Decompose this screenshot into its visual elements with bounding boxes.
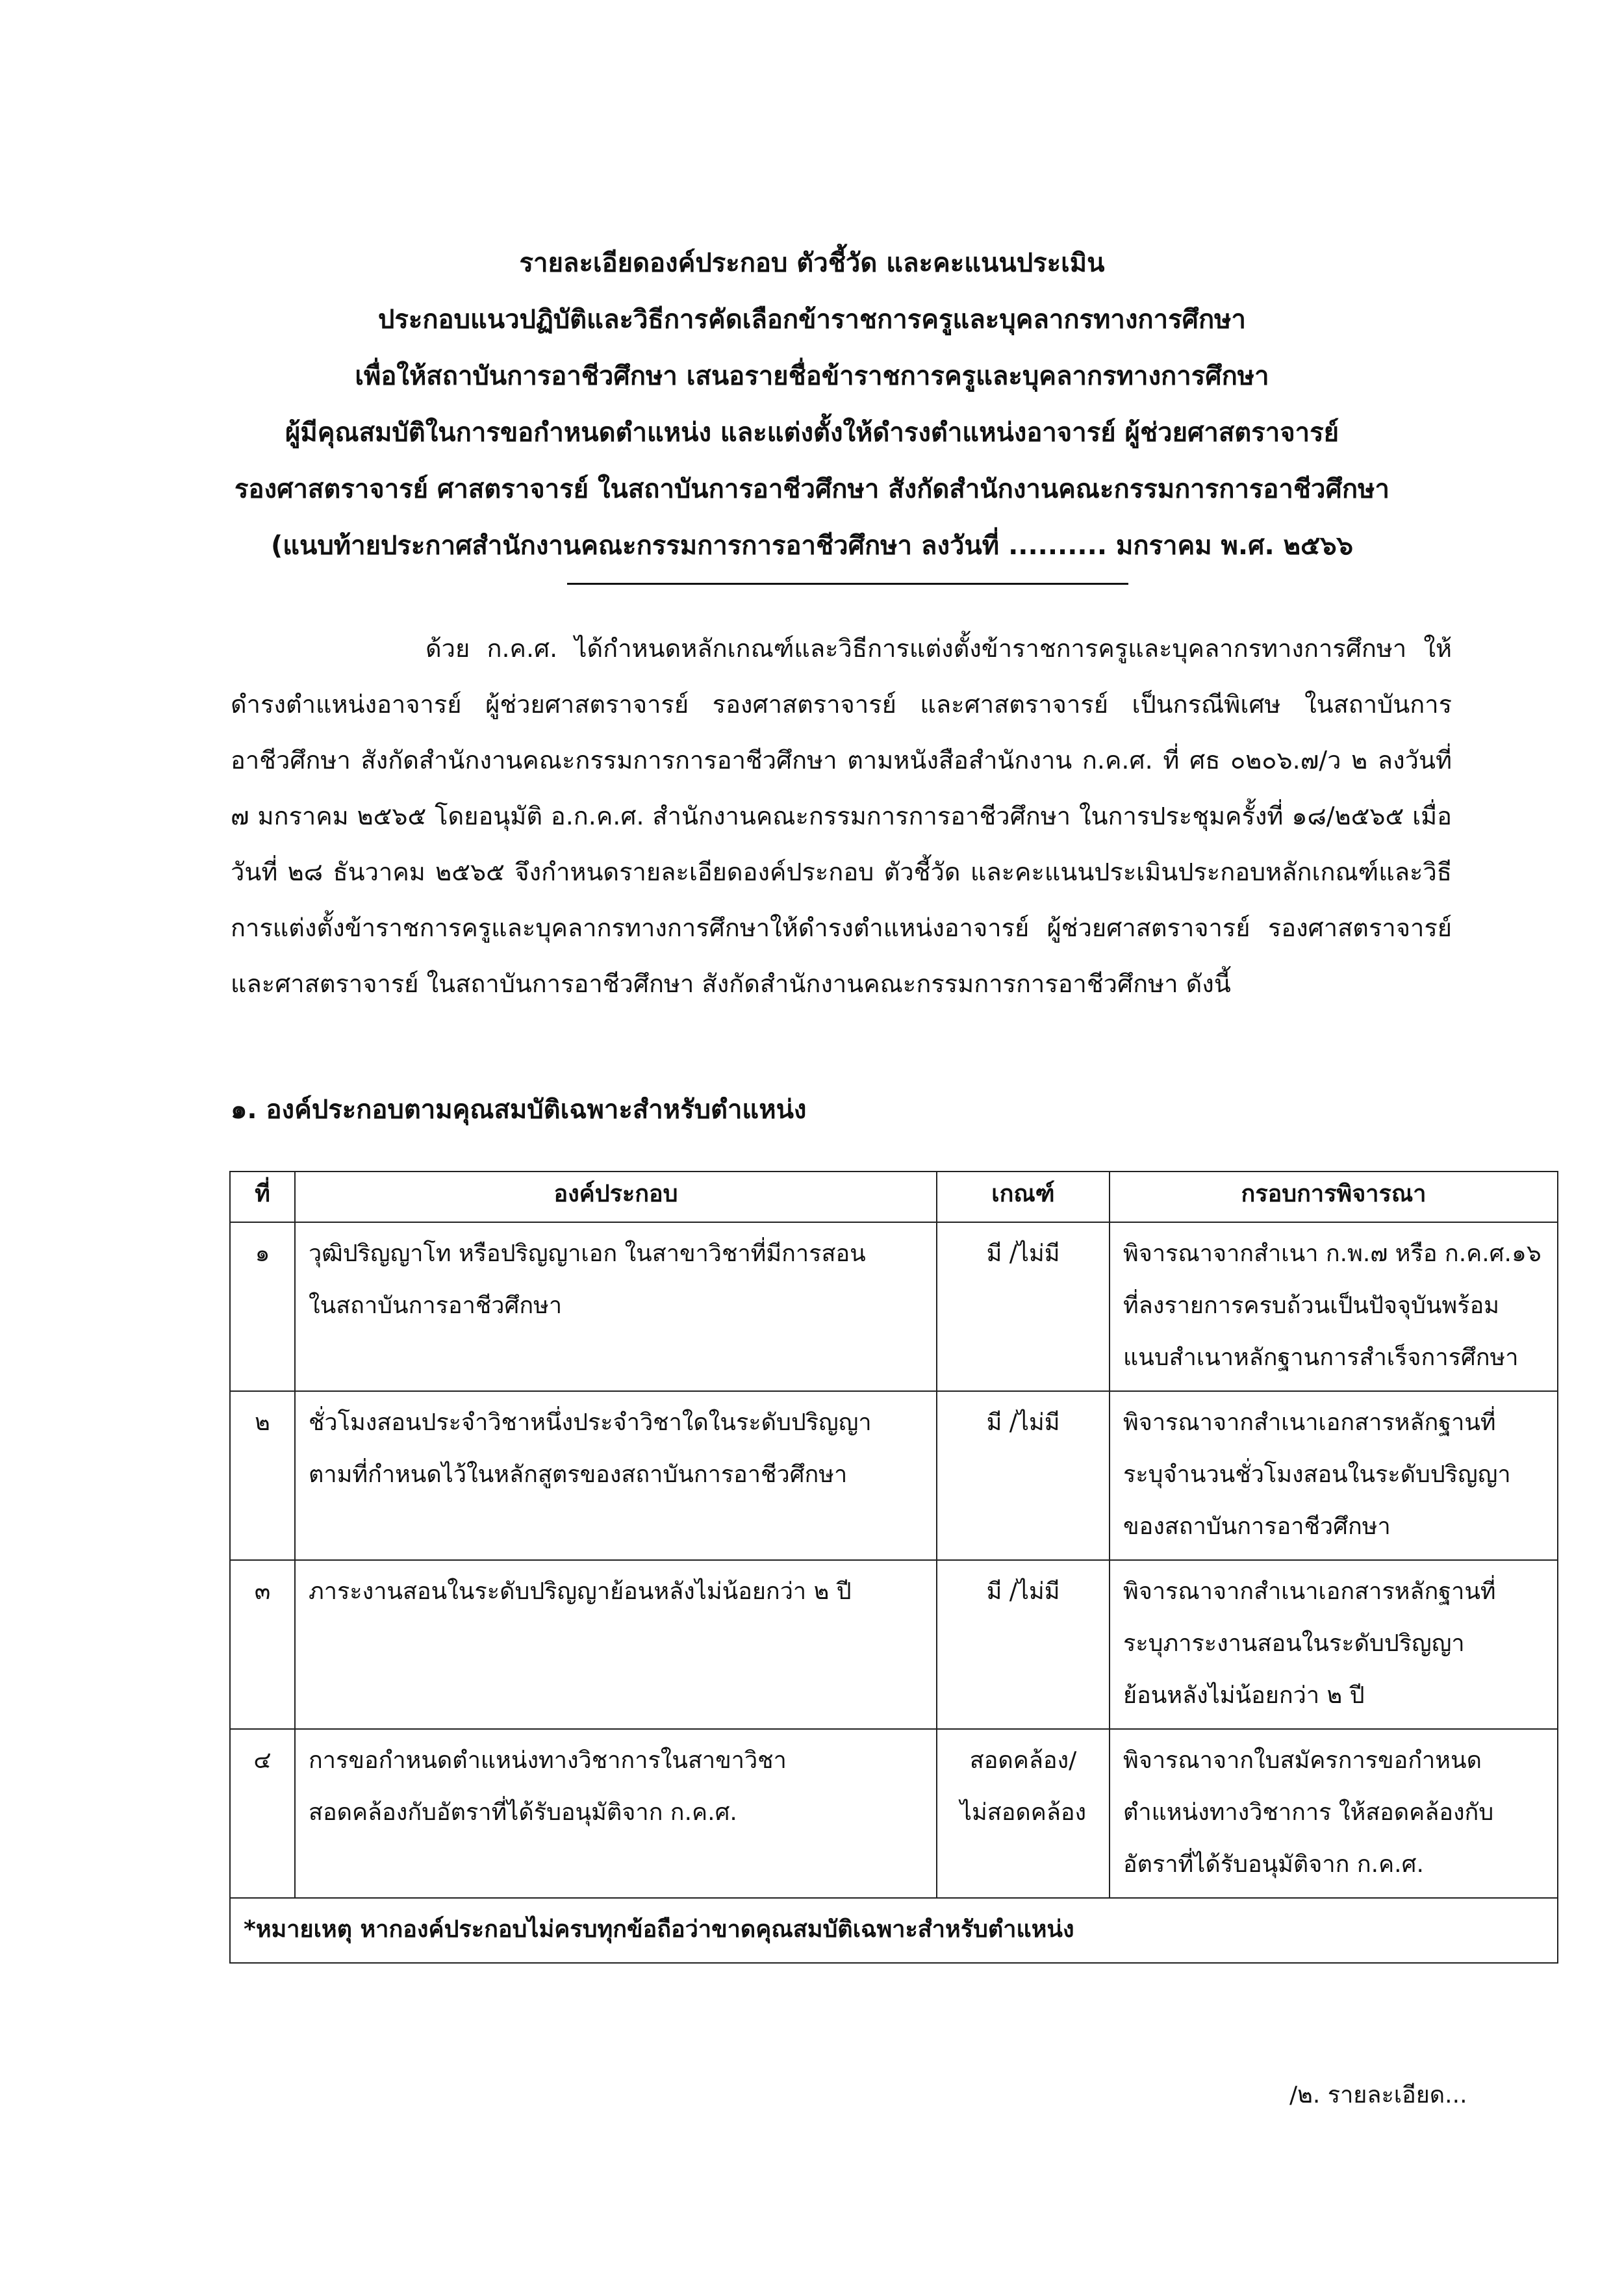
row-framework: [1110, 1391, 1558, 1560]
component-line: ภาระงานสอนในระดับปริญญาย้อนหลังไม่น้อยกว่า ๒ ปี: [309, 1578, 852, 1605]
section-heading: ๑. องค์ประกอบตามคุณสมบัติเฉพาะสำหรับตำแหน่ง: [231, 1095, 807, 1125]
row-framework: [1110, 1560, 1558, 1729]
next-page-reference: /๒. รายละเอียด...: [1289, 2082, 1467, 2108]
framework-line: ระบุภาระงานสอนในระดับปริญญา: [1123, 1630, 1465, 1657]
table-row: [230, 1729, 1558, 1898]
criterion-line: มี /ไม่มี: [986, 1240, 1060, 1267]
table-header-row: [230, 1172, 1558, 1222]
row-number: ๑: [230, 1222, 295, 1391]
title-line: รายละเอียดองค์ประกอบ ตัวชี้วัด และคะแนนประเมิน: [519, 248, 1105, 278]
title-divider: [567, 583, 1128, 585]
table-row: [230, 1222, 1558, 1391]
row-component: [295, 1222, 937, 1391]
criterion-line: มี /ไม่มี: [986, 1409, 1060, 1436]
component-line: วุฒิปริญญาโท หรือปริญญาเอก ในสาขาวิชาที่มีการสอน: [309, 1240, 866, 1267]
row-number: ๒: [230, 1391, 295, 1560]
framework-line: ของสถาบันการอาชีวศึกษา: [1123, 1513, 1391, 1540]
table-row: [230, 1560, 1558, 1729]
component-line: การขอกำหนดตำแหน่งทางวิชาการในสาขาวิชา: [309, 1747, 787, 1774]
title-line: ประกอบแนวปฏิบัติและวิธีการคัดเลือกข้าราชการครูและบุคลากรทางการศึกษา: [377, 305, 1247, 335]
document-title: [195, 235, 1429, 574]
criterion-line: ไม่สอดคล้อง: [959, 1799, 1087, 1826]
framework-line: พิจารณาจากใบสมัครการขอกำหนด: [1123, 1747, 1482, 1774]
row-criterion: [937, 1391, 1110, 1560]
row-component: [295, 1729, 937, 1898]
header-framework: กรอบการพิจารณา: [1110, 1172, 1558, 1222]
framework-line: ย้อนหลังไม่น้อยกว่า ๒ ปี: [1123, 1682, 1365, 1709]
row-number: ๓: [230, 1560, 295, 1729]
framework-line: พิจารณาจากสำเนาเอกสารหลักฐานที่: [1123, 1578, 1496, 1605]
row-criterion: [937, 1729, 1110, 1898]
row-number: ๔: [230, 1729, 295, 1898]
table-note: *หมายเหตุ หากองค์ประกอบไม่ครบทุกข้อถือว่าขาดคุณสมบัติเฉพาะสำหรับตำแหน่ง: [230, 1898, 1558, 1963]
header-criterion: เกณฑ์: [937, 1172, 1110, 1222]
header-component: องค์ประกอบ: [295, 1172, 937, 1222]
title-line: รองศาสตราจารย์ ศาสตราจารย์ ในสถาบันการอาชีวศึกษา สังกัดสำนักงานคณะกรรมการการอาชีวศึกษา: [235, 474, 1389, 504]
intro-paragraph: ด้วย ก.ค.ศ. ได้กำหนดหลักเกณฑ์และวิธีการแต่งตั้งข้าราชการครูและบุคลากรทางการศึกษา ให้ดำรงตำแหน่งอาจารย์ ผู้ช่วยศาสตราจารย์ รองศาสตราจารย์ และศาสตราจารย์ เป็นกรณีพิเศษ ในสถาบันการอาชีวศึกษา สังกัดสำนักงานคณะกรรมการการอาชีวศึกษา ตามหนังสือสำนักงาน ก.ค.ศ. ที่ ศธ ๐๒๐๖.๗/ว ๒ ลงวันที่ ๗ มกราคม ๒๕๖๕ โดยอนุมัติ อ.ก.ค.ศ. สำนักงานคณะกรรมการการอาชีวศึกษา ในการประชุมครั้งที่ ๑๘/๒๕๖๕ เมื่อวันที่ ๒๘ ธันวาคม ๒๕๖๕ จึงกำหนดรายละเอียดองค์ประกอบ ตัวชี้วัด และคะแนนประเมินประกอบหลักเกณฑ์และวิธีการแต่งตั้งข้าราชการครูและบุคลากรทางการศึกษาให้ดำรงตำแหน่งอาจารย์ ผู้ช่วยศาสตราจารย์ รองศาสตราจารย์ และศาสตราจารย์ ในสถาบันการอาชีวศึกษา สังกัดสำนักงานคณะกรรมการการอาชีวศึกษา ดังนี้: [231, 634, 1452, 998]
framework-line: ที่ลงรายการครบถ้วนเป็นปัจจุบันพร้อม: [1123, 1292, 1499, 1319]
component-line: ในสถาบันการอาชีวศึกษา: [309, 1292, 563, 1319]
framework-line: พิจารณาจากสำเนา ก.พ.๗ หรือ ก.ค.ศ.๑๖: [1123, 1240, 1542, 1267]
table-note-row: [230, 1898, 1558, 1963]
header-no: ที่: [230, 1172, 295, 1222]
row-framework: [1110, 1729, 1558, 1898]
title-line: ผู้มีคุณสมบัติในการขอกำหนดตำแหน่ง และแต่งตั้งให้ดำรงตำแหน่งอาจารย์ ผู้ช่วยศาสตราจารย์: [285, 418, 1339, 448]
criterion-line: มี /ไม่มี: [986, 1578, 1060, 1605]
title-line: เพื่อให้สถาบันการอาชีวศึกษา เสนอรายชื่อข้าราชการครูและบุคลากรทางการศึกษา: [355, 361, 1269, 391]
component-line: ตามที่กำหนดไว้ในหลักสูตรของสถาบันการอาชีวศึกษา: [309, 1461, 848, 1488]
row-framework: [1110, 1222, 1558, 1391]
row-component: [295, 1560, 937, 1729]
framework-line: อัตราที่ได้รับอนุมัติจาก ก.ค.ศ.: [1123, 1851, 1424, 1878]
criterion-line: สอดคล้อง/: [969, 1747, 1077, 1774]
row-component: [295, 1391, 937, 1560]
component-line: ชั่วโมงสอนประจำวิชาหนึ่งประจำวิชาใดในระดับปริญญา: [309, 1409, 872, 1436]
framework-line: พิจารณาจากสำเนาเอกสารหลักฐานที่: [1123, 1409, 1496, 1436]
component-line: สอดคล้องกับอัตราที่ได้รับอนุมัติจาก ก.ค.ศ.: [309, 1799, 737, 1826]
row-criterion: [937, 1560, 1110, 1729]
framework-line: แนบสำเนาหลักฐานการสำเร็จการศึกษา: [1123, 1344, 1519, 1371]
criteria-table: [229, 1171, 1558, 1964]
row-criterion: [937, 1222, 1110, 1391]
table-row: [230, 1391, 1558, 1560]
framework-line: ตำแหน่งทางวิชาการ ให้สอดคล้องกับ: [1123, 1799, 1494, 1826]
title-line: (แนบท้ายประกาศสำนักงานคณะกรรมการการอาชีวศึกษา ลงวันที่ .......... มกราคม พ.ศ. ๒๕๖๖: [270, 531, 1354, 561]
framework-line: ระบุจำนวนชั่วโมงสอนในระดับปริญญา: [1123, 1461, 1511, 1488]
